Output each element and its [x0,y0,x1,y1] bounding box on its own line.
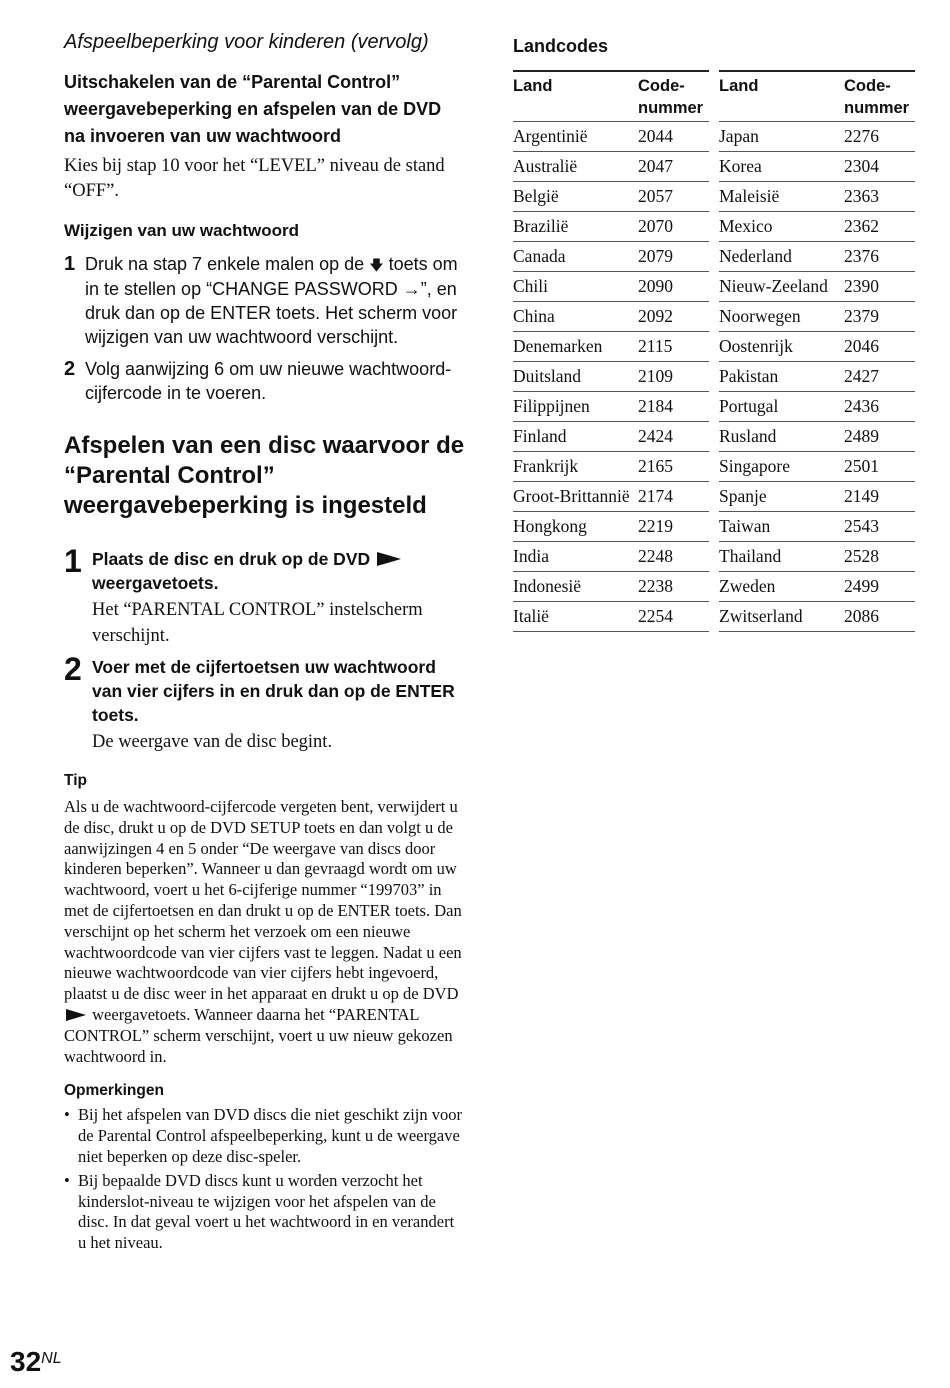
change-step-1 [64,252,466,349]
country-name: Thailand [719,542,844,572]
country-name: Filippijnen [513,392,638,422]
header-code-line: Code- [638,77,685,95]
country-name: Denemarken [513,332,638,362]
country-code: 2376 [844,242,915,272]
table-row [513,152,709,182]
table-row [719,392,915,422]
table-row [513,482,709,512]
table-row [513,602,709,632]
country-name: Pakistan [719,362,844,392]
country-name: Finland [513,422,638,452]
header-code [638,71,709,122]
country-name: Zweden [719,572,844,602]
country-code-table-left [513,70,709,632]
country-name: Italië [513,602,638,632]
down-arrow-icon: 🡇 [369,257,384,273]
table-row [513,242,709,272]
table-row [513,422,709,452]
country-name: Taiwan [719,512,844,542]
country-name: Korea [719,152,844,182]
change-password-heading: Wijzigen van uw wachtwoord [64,221,300,240]
country-code: 2149 [844,482,915,512]
play-icon [66,1009,86,1021]
step-number: 2 [64,651,82,687]
country-code: 2219 [638,512,709,542]
country-name: Japan [719,122,844,152]
country-code: 2362 [844,212,915,242]
country-name: Mexico [719,212,844,242]
country-name: Portugal [719,392,844,422]
country-name: Argentinië [513,122,638,152]
header-code-line: Code- [844,77,891,95]
tip-text-part: weergavetoets. Wanneer daarna het “PARENTAL CONTROL” scherm verschijnt, voert u uw nieuw gekozen wachtwoord in. [64,1004,453,1066]
tip-heading: Tip [64,772,87,789]
step-title [92,547,466,595]
country-code: 2047 [638,152,709,182]
country-name: Zwitserland [719,602,844,632]
country-code: 2079 [638,242,709,272]
table-row [513,122,709,152]
table-row [719,362,915,392]
country-code: 2543 [844,512,915,542]
country-name: Groot-Brittannië [513,482,638,512]
country-code: 2248 [638,542,709,572]
disable-text: Kies bij stap 10 voor het “LEVEL” niveau de stand “OFF”. [64,156,445,201]
country-name: India [513,542,638,572]
table-row [719,272,915,302]
step-title-part: weergavetoets. [92,573,219,593]
bullet: • [64,1170,70,1190]
step-text [85,252,466,349]
step-text-part: Druk na stap 7 enkele malen op de [85,254,370,274]
country-name: Spanje [719,482,844,512]
table-row [513,512,709,542]
note-item [64,1171,466,1254]
country-code: 2070 [638,212,709,242]
country-name: China [513,302,638,332]
country-name: Maleisië [719,182,844,212]
step-description: Het “PARENTAL CONTROL” instelscherm verschijnt. [92,600,423,646]
country-name: Brazilië [513,212,638,242]
country-name: Rusland [719,422,844,452]
table-row [719,122,915,152]
tip-text [64,797,466,1067]
page-number [10,1346,62,1378]
play-step-1 [64,543,466,649]
country-code: 2424 [638,422,709,452]
right-column [513,34,915,632]
country-code: 2390 [844,272,915,302]
country-code: 2086 [844,602,915,632]
tip-text-part: Als u de wachtwoord-cijfercode vergeten bent, verwijdert u de disc, drukt u op de DVD SETUP toets en dan volgt u de aanwijzingen 4 en 5 onder “De weergave van discs door kinderen beperken”. Wanneer u dan gevraagd wordt om uw wachtwoord, voert u het 6-cijferige nummer “199703” in met de cijfertoetsen en dan drukt u op de ENTER toets. Dan verschijnt op het scherm het verzoek om een nieuwe wachtwoordcode van vier cijfers vast te leggen. Nadat u een nieuwe wachtwoordcode van vier cijfers hebt ingevoerd, plaatst u de disc weer in het apparaat en drukt u op de DVD [64,797,462,1004]
country-name: Canada [513,242,638,272]
country-code: 2499 [844,572,915,602]
header-code [844,71,915,122]
step-title-part: Plaats de disc en druk op de DVD [92,549,375,569]
country-name: Singapore [719,452,844,482]
country-name: Oostenrijk [719,332,844,362]
country-code-table-right [719,70,915,632]
notes-heading: Opmerkingen [64,1082,164,1100]
left-column [64,30,466,1257]
note-text: Bij het afspelen van DVD discs die niet geschikt zijn voor de Parental Control afspeelbeperking, kunt u de weergave niet beperken op deze disc-speler. [78,1105,462,1166]
country-code: 2090 [638,272,709,302]
country-code: 2044 [638,122,709,152]
country-code: 2046 [844,332,915,362]
country-code: 2238 [638,572,709,602]
table-row [719,572,915,602]
header-land: Land [513,71,638,122]
table-row [719,302,915,332]
play-icon [377,552,401,566]
country-codes-title: Landcodes [513,36,609,56]
table-row [719,452,915,482]
country-name: Chili [513,272,638,302]
table-row [513,392,709,422]
step-number: 2 [64,358,76,380]
country-code: 2174 [638,482,709,512]
step-text-part: toets om in te stellen op “CHANGE PASSWORD →”, en druk dan op de ENTER toets. Het scherm voor wijzigen van uw wachtwoord verschijnt. [85,254,458,347]
page-number-suffix: NL [41,1350,62,1367]
note-item [64,1105,466,1167]
table-row [513,572,709,602]
table-row [719,542,915,572]
country-code: 2092 [638,302,709,332]
country-code: 2489 [844,422,915,452]
table-header-row [513,71,709,122]
disable-heading: Uitschakelen van de “Parental Control” weergavebeperking en afspelen van de DVD na invoeren van uw wachtwoord [64,72,442,146]
header-code-line: nummer [844,99,910,117]
country-code: 2165 [638,452,709,482]
step-title: Voer met de cijfertoetsen uw wachtwoord van vier cijfers in en druk dan op de ENTER toets. [92,657,455,725]
country-code-tables [513,70,915,632]
table-row [513,302,709,332]
table-row [513,452,709,482]
step-number: 1 [64,253,76,275]
table-row [719,212,915,242]
section-title: Afspeelbeperking voor kinderen (vervolg) [64,31,429,53]
country-code: 2363 [844,182,915,212]
country-code: 2184 [638,392,709,422]
country-code: 2304 [844,152,915,182]
country-code: 2427 [844,362,915,392]
country-name: Frankrijk [513,452,638,482]
country-name: Nieuw-Zeeland [719,272,844,302]
country-code: 2501 [844,452,915,482]
country-code: 2379 [844,302,915,332]
change-step-2 [64,357,466,405]
table-row [719,602,915,632]
country-code: 2057 [638,182,709,212]
country-code: 2115 [638,332,709,362]
header-code-line: nummer [638,99,704,117]
country-code: 2254 [638,602,709,632]
table-row [513,332,709,362]
table-row [719,332,915,362]
note-text: Bij bepaalde DVD discs kunt u worden verzocht het kinderslot-niveau te wijzigen voor het afspelen van de disc. In dat geval voert u het wachtwoord in en verandert u het niveau. [78,1170,455,1253]
table-row [719,422,915,452]
country-name: Nederland [719,242,844,272]
country-name: Australië [513,152,638,182]
bullet: • [64,1105,70,1125]
play-step-2 [64,651,466,755]
country-code: 2528 [844,542,915,572]
country-code: 2276 [844,122,915,152]
country-name: Indonesië [513,572,638,602]
table-row [513,542,709,572]
page-number-value: 32 [10,1346,42,1377]
country-code: 2109 [638,362,709,392]
table-row [719,242,915,272]
play-heading: Afspelen van een disc waarvoor de “Parental Control” weergavebeperking is ingesteld [64,432,465,519]
table-header-row [719,71,915,122]
country-name: Noorwegen [719,302,844,332]
table-row [719,512,915,542]
step-number: 1 [64,543,82,579]
table-row [719,152,915,182]
step-text: Volg aanwijzing 6 om uw nieuwe wachtwoord-cijfercode in te voeren. [85,359,452,403]
table-row [719,482,915,512]
country-code: 2436 [844,392,915,422]
header-land: Land [719,71,844,122]
country-name: België [513,182,638,212]
table-row [719,182,915,212]
country-name: Duitsland [513,362,638,392]
step-description: De weergave van de disc begint. [92,732,333,752]
table-row [513,362,709,392]
country-name: Hongkong [513,512,638,542]
table-row [513,212,709,242]
table-row [513,272,709,302]
table-row [513,182,709,212]
